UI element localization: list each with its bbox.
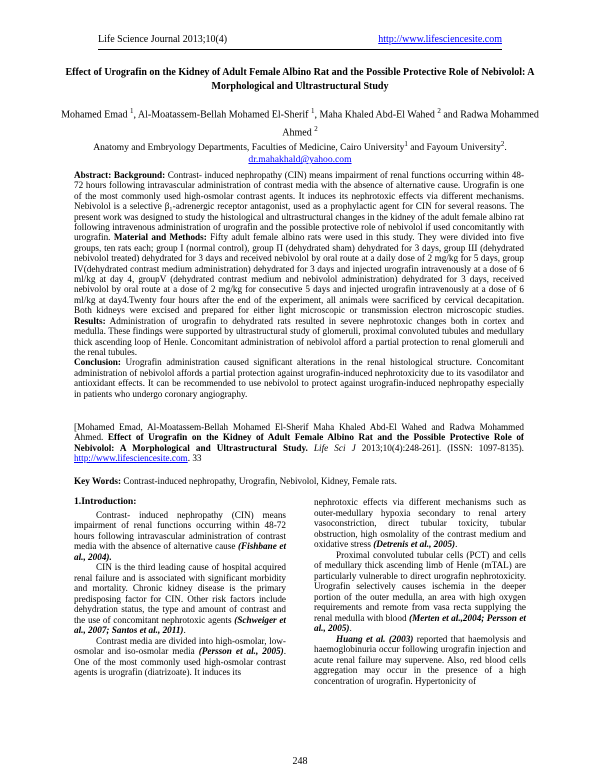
affiliation-text-3: . xyxy=(504,142,507,154)
intro-paragraph-1 xyxy=(74,510,286,563)
intro-heading: 1.Introduction: xyxy=(74,496,137,507)
author-1: Mohamed Emad xyxy=(61,109,128,121)
intro-p2-text: CIN is the third leading cause of hospital acquired renal failure and is associated with significant morbidity and mortality. Chronic kidney disease is the primary predisposing factor for CIN. Other risk factors include dehydration status, the type and amount of contrast and the use of concomitant nephrotoxic agents xyxy=(74,562,286,625)
intro-r2-end: . xyxy=(349,623,352,633)
intro-p3-ref: (Persson et al., 2005) xyxy=(198,646,284,656)
citation-details: 2013;10(4):248-261]. (ISSN: 1097-8135). xyxy=(355,442,524,453)
keywords-text: Contrast-induced nephropathy, Urografin, Nebivolol, Kidney, Female rats. xyxy=(121,476,397,486)
citation-url-link[interactable]: http://www.lifesciencesite.com xyxy=(74,453,188,464)
abstract-label: Abstract: xyxy=(74,170,112,180)
intro-r3-text: reported that haemolysis and haemoglobinuria occur following urografin injection and acute renal failure may supervene. Also, red blood cells aggregation may occur in the presence of a high concentration of urografin. Hypertonicity of xyxy=(314,633,526,686)
intro-r1-end: . xyxy=(455,539,458,549)
affiliation-text-1: Anatomy and Embryology Departments, Faculties of Medicine, Cairo University xyxy=(93,142,405,154)
intro-r1-ref: (Detrenis et al., 2005) xyxy=(373,539,456,549)
intro-p2-end: . xyxy=(183,625,186,635)
intro-paragraph-4 xyxy=(314,497,526,550)
citation-authors: [Mohamed Emad, Al-Moatassem-Bellah Mohamed El-Sherif Maha Khaled Abd-El Wahed and Radwa Mohammed Ahmed. xyxy=(74,422,524,443)
intro-p2-ref: (Schweiger et al., 2007; Santos et al., 2011) xyxy=(74,614,286,635)
affiliation-text-2: and Fayoum University xyxy=(407,142,501,154)
author-4: and Radwa Mohammed Ahmed xyxy=(282,109,539,139)
author-3: , Maha Khaled Abd-El Wahed xyxy=(314,109,435,121)
background-text: Contrast- induced nephropathy (CIN) means impairment of renal functions occurring within 48-72 hours following intravascular administration of contrast media with the absence of alternative cause. Urografin is one of the most commonly used high-osmolar contrast agents. It induces its nephrotoxic effects via different mechanisms. Nebivolol is a selective β₁-adrenergic receptor antagonist, used as a prophylactic agent for CIN for several reasons. The present work was designed to study the histological and ultrastructural changes in the kidney of the adult female albino rat following intravenous administration of urografin and the possible protective role of nebivolol if used concomitantly with urografin. xyxy=(74,170,524,243)
author-2: , Al-Moatassem-Bellah Mohamed El-Sherif xyxy=(133,109,309,121)
background-label: Background: xyxy=(113,170,166,180)
keywords xyxy=(74,476,524,486)
affiliation xyxy=(60,138,540,166)
results-text: Administration of urografin to dehydrated rats resulted in severe nephrotoxic changes both in cortex and medulla. These findings were supported by ultrastructural study of glomeruli, proximal convoluted tubules and medullary thick ascending loop of Henle. Concomitant administration of nebivolol afford a partial protection to renal glomeruli and the renal tubules. xyxy=(74,315,524,357)
author-1-affil: 1 xyxy=(129,107,134,115)
author-list xyxy=(60,104,540,141)
page-number: 248 xyxy=(292,756,308,767)
intro-paragraph-6 xyxy=(314,634,526,687)
intro-paragraph-3 xyxy=(74,636,286,678)
methods-label: Material and Methods: xyxy=(113,232,207,243)
author-2-affil: 1 xyxy=(310,107,315,115)
intro-p3-text: Contrast media are divided into high-osmolar, low-osmolar and iso-osmolar media xyxy=(74,635,286,656)
abstract xyxy=(74,170,524,399)
conclusion-text: Urografin administration caused significant alterations in the renal histological structure. Concomitant administration of nebivolol affords a partial protection against urografin-induced nephrotoxicity due to its vasodilator and antioxidant effects. It can be recommended to use nebivolol to protect against urografin-induced nephropathy especially in patients who undergo coronary angiography. xyxy=(74,357,524,399)
intro-r2-text: Proximal convoluted tubular cells (PCT) and cells of medullary thick ascending limb of Henle (mTAL) are particularly vulnerable to direct urografin nephrotoxicity. Urografin selectively causes ischemia in the deeper portion of the outer medulla, an area with high oxygen requirements and remote from vasa recta supplying the renal medulla with blood xyxy=(314,549,526,623)
results-label: Results: xyxy=(74,315,106,326)
paper-title: Effect of Urografin on the Kidney of Adult Female Albino Rat and the Possible Protective Role of Nebivolol: A Morphological and Ultrastructural Study xyxy=(65,67,535,92)
author-3-affil: 2 xyxy=(437,107,441,115)
affiliation-sup-1: 1 xyxy=(404,140,408,148)
intro-r2-ref: (Merten et al.,2004; Persson et al., 2005) xyxy=(314,612,526,633)
conclusion-label: Conclusion: xyxy=(74,357,121,368)
citation-title: Effect of Urografin on the Kidney of Adult Female Albino Rat and the Possible Protective Role of Nebivolol: A Morphological and Ultrastructural Study. xyxy=(74,432,524,453)
body-column-left xyxy=(74,497,286,678)
citation-journal: Life Sci J xyxy=(307,442,356,453)
intro-r1-text: nephrotoxic effects via different mechanisms such as outer-medullary hypoxia secondary to renal artery vasoconstriction, direct tubular toxicity, tubular obstruction, high osmolality of the contrast medium and oxidative stress xyxy=(314,497,526,549)
journal-name: Life Science Journal 2013;10(4) xyxy=(98,34,228,45)
affiliation-sup-2: 2 xyxy=(500,140,505,148)
intro-p1-ref: (Fishbane et al., 2004). xyxy=(74,541,286,562)
journal-url-link[interactable]: http://www.lifesciencesite.com xyxy=(378,34,502,45)
intro-p1-text: Contrast- induced nephropathy (CIN) means impairment of renal functions occurring within 48-72 hours following intravascular administration of contrast media with the absence of alternative cause xyxy=(74,509,286,551)
email-link[interactable]: dr.mahakhald@yahoo.com xyxy=(248,154,352,166)
intro-paragraph-2 xyxy=(74,562,286,636)
header-rule xyxy=(98,49,502,50)
body-column-right xyxy=(314,497,526,686)
intro-paragraph-5 xyxy=(314,550,526,634)
intro-r3-ref: Huang et al. (2003) xyxy=(336,633,414,644)
citation xyxy=(74,422,524,464)
intro-p3-end: . One of the most commonly used high-osmolar contrast agents is urografin (diatrizoate). It induces its xyxy=(74,646,286,677)
keywords-label: Key Words: xyxy=(74,476,122,486)
citation-number: . 33 xyxy=(187,453,202,464)
methods-text: Fifty adult female albino rats were used in this study. They were divided into five groups, ten rats each; group I (normal control), group П (dehydrated sham) dehydrated for 3 days, group Ш (dehydrated nebivolol treated) dehydrated for 3 days and received nebivolol by oral route at a daily dose of 2 mg/kg for 5 days, group IV(dehydrated contrast medium administration) dehydrated for 3 days and injected urografin intravenously at a dose of 6 ml/kg at day 4, groupV (dehydrated contrast medium and nebivolol administration) dehydrated for 3 days, received nebivolol by oral route at a dose of 2 mg/kg for consecutive 5 days and injected urografin intravenously at a dose of 6 ml/kg at day4.Twenty four hours after the end of the experiment, all animals were sacrificed by cervical decapitation. Both kidneys were excised and prepared for either light microscopic or transmission electron microscopic studies. xyxy=(74,232,525,316)
running-header xyxy=(98,34,502,48)
author-4-affil: 2 xyxy=(314,125,318,134)
